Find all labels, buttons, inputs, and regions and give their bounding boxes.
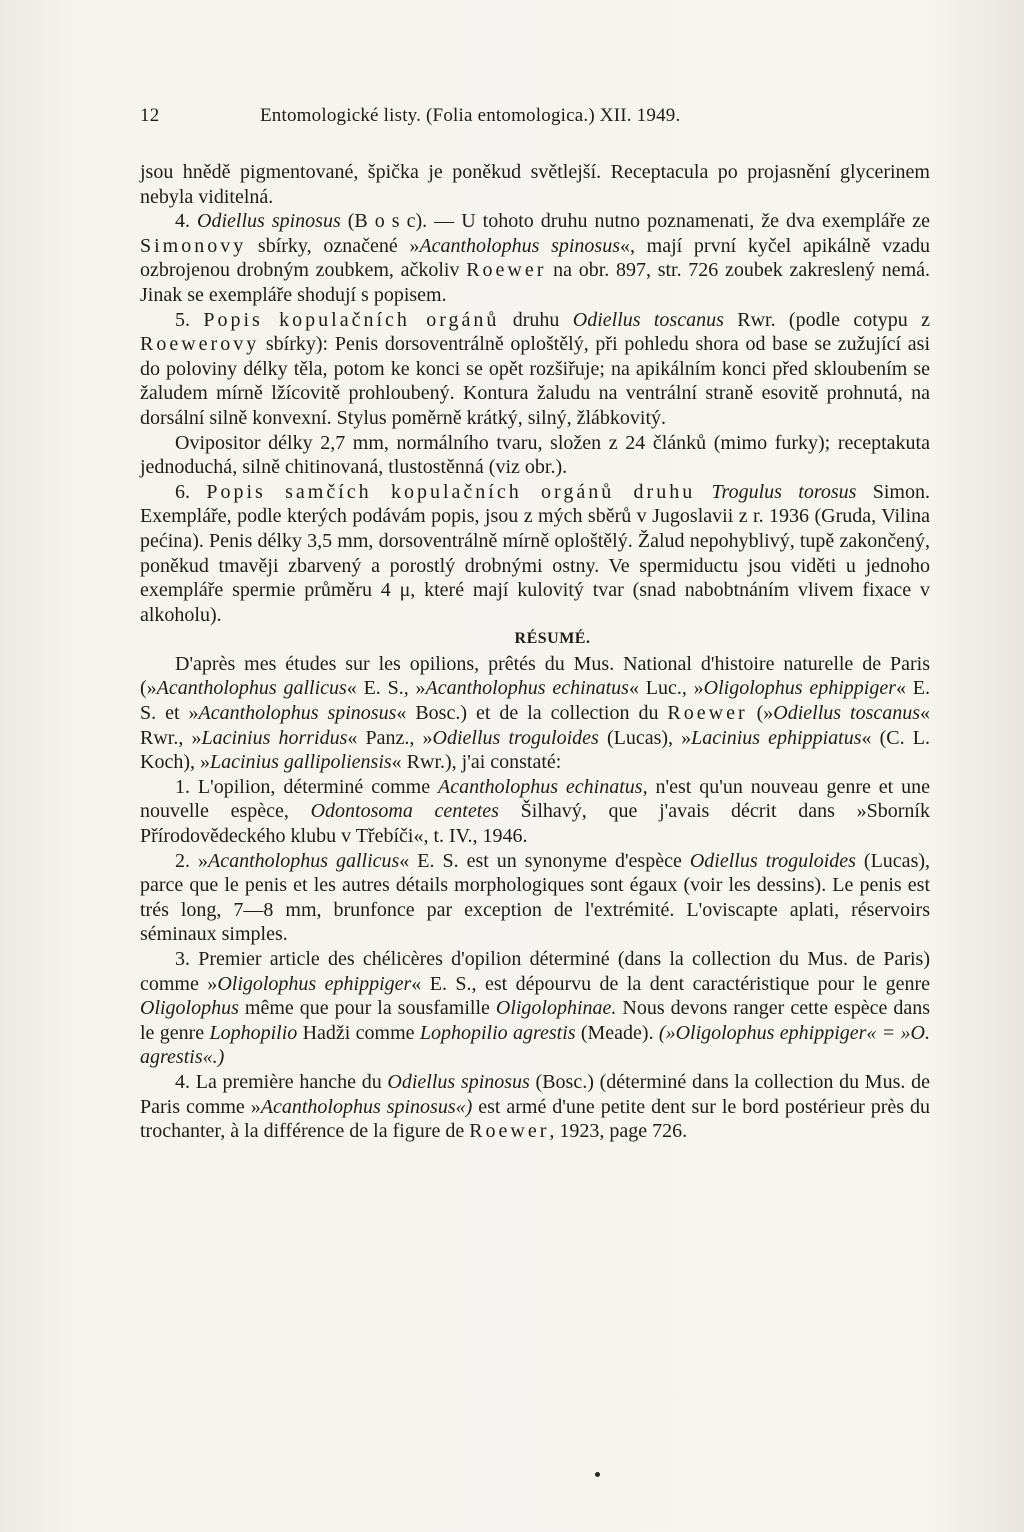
resume-heading: RÉSUMÉ. (514, 630, 591, 648)
author-name: Roewerovy (140, 333, 260, 356)
paragraph-1: jsou hnědě pigmentované, špička je poněkud světlejší. Receptacula po projasnění glycerinem nebyla viditelná. (140, 161, 930, 208)
running-title: Entomologické listy. (Folia entomologica.) XII. 1949. (260, 105, 681, 126)
page-number: 12 (140, 105, 160, 126)
article-body (140, 160, 930, 1144)
paragraph-5: 6. Popis samčích kopulačních orgánů druhu Trogulus torosus Simon. Exempláře, podle kterých podávám popis, jsou z mých sběrů v Jugoslavii z r. 1936 (Gruda, Vilina pećina). Penis délky 3,5 mm, dorsoventrálně mírně oploštělý. Žalud nepohyblivý, tupě zakončený, poněkud tmavěji zbarvený a porostlý drobnými ostny. Ve spermiductu jsou viděti u jednoho exempláře spermie průměru 4 μ, které mají kulovitý tvar (snad nabobtnáním vlivem fixace v alkoholu). (140, 480, 930, 626)
paragraph-7: 1. L'opilion, déterminé comme Acantholophus echinatus, n'est qu'un nouveau genre et une nouvelle espèce, Odontosoma centetes Šilhavý, que j'avais décrit dans »Sborník Přírodovědeckého klubu v Třebíči«, t. IV., 1946. (140, 775, 931, 848)
paragraph-4: Ovipositor délky 2,7 mm, normálního tvaru, složen z 24 článků (mimo furky); receptakuta jednoduchá, silně chitinovaná, tlustostěnná (viz obr.). (140, 431, 930, 479)
paragraph-6: D'après mes études sur les opilions, prêtés du Mus. National d'histoire naturelle de Paris (»Acantholophus gallicus« E. S., »Acantholophus echinatus« Luc., »Oligolophus ephippiger« E. S. et »Acantholophus spinosus« Bosc.) et de la collection du Roewer (»Odiellus toscanus« Rwr., »Lacinius horridus« Panz., »Odiellus troguloides (Lucas), »Lacinius ephippiatus« (C. L. Koch), »Lacinius gallipoliensis« Rwr.), j'ai constaté: (140, 652, 931, 774)
paragraph-9: 3. Premier article des chélicères d'opilion déterminé (dans la collection du Mus. de Paris) comme »Oligolophus ephippiger« E. S., est dépourvu de la dent caractéristique pour le genre Oligolophus même que pour la sousfamille Oligolophinae. Nous devons ranger cette espèce dans le genre Lophopilio Hadži comme Lophopilio agrestis (Meade). (»Oligolophus ephippiger« = »O. agrestis«.) (140, 948, 931, 1069)
paragraph-3: 5. Popis kopulačních orgánů druhu Odiellus toscanus Rwr. (podle cotypu z Roewerovy sbírky): Penis dorsoventrálně oploštělý, při pohledu shora od base se zužující asi do poloviny délky těla, potom ke konci se opět rozšiřuje; na apikálním konci před skloubením se žaludem mírně lžícovitě prohloubený. Kontura žaludu na ventrální straně esovitě prohnutá, na dorsální silně konvexní. Stylus poměrně krátký, silný, žlábkovitý. (140, 308, 930, 429)
species-name: Trogulus torosus (711, 480, 857, 503)
author-name: Simonovy (140, 234, 247, 257)
species-name: Odiellus toscanus (572, 308, 724, 331)
paragraph-2: 4. Odiellus spinosus (B o s c). — U tohoto druhu nutno poznamenati, že dva exempláře ze Simonovy sbírky, označené »Acantholophus spinosus«, mají první kyčel apikálně vzadu ozbrojenou drobným zoubkem, ačkoliv Roewer na obr. 897, str. 726 zoubek zakreslený nemá. Jinak se exempláře shodují s popisem. (140, 210, 931, 306)
author-name: Roewer (466, 259, 547, 282)
author-name: Roewer (667, 702, 748, 725)
species-name: Odiellus spinosus (197, 210, 341, 233)
species-name: Acantholophus spinosus (419, 234, 620, 257)
ink-speck (595, 1472, 600, 1477)
paragraph-8: 2. »Acantholophus gallicus« E. S. est un synonyme d'espèce Odiellus troguloides (Lucas), parce que le penis et les autres détails morphologiques sont égaux (voir les dessins). Le penis est trés long, 7—8 mm, brunfonce par exception de l'extrémité. L'oviscapte aplati, réservoirs séminaux simples. (140, 849, 931, 946)
author-name: Roewer (469, 1120, 550, 1143)
paragraph-10: 4. La première hanche du Odiellus spinosus (Bosc.) (déterminé dans la collection du Mus. de Paris comme »Acantholophus spinosus«) est armé d'une petite dent sur le bord postérieur près du trochanter, à la différence de la figure de Roewer, 1923, page 726. (140, 1070, 930, 1143)
